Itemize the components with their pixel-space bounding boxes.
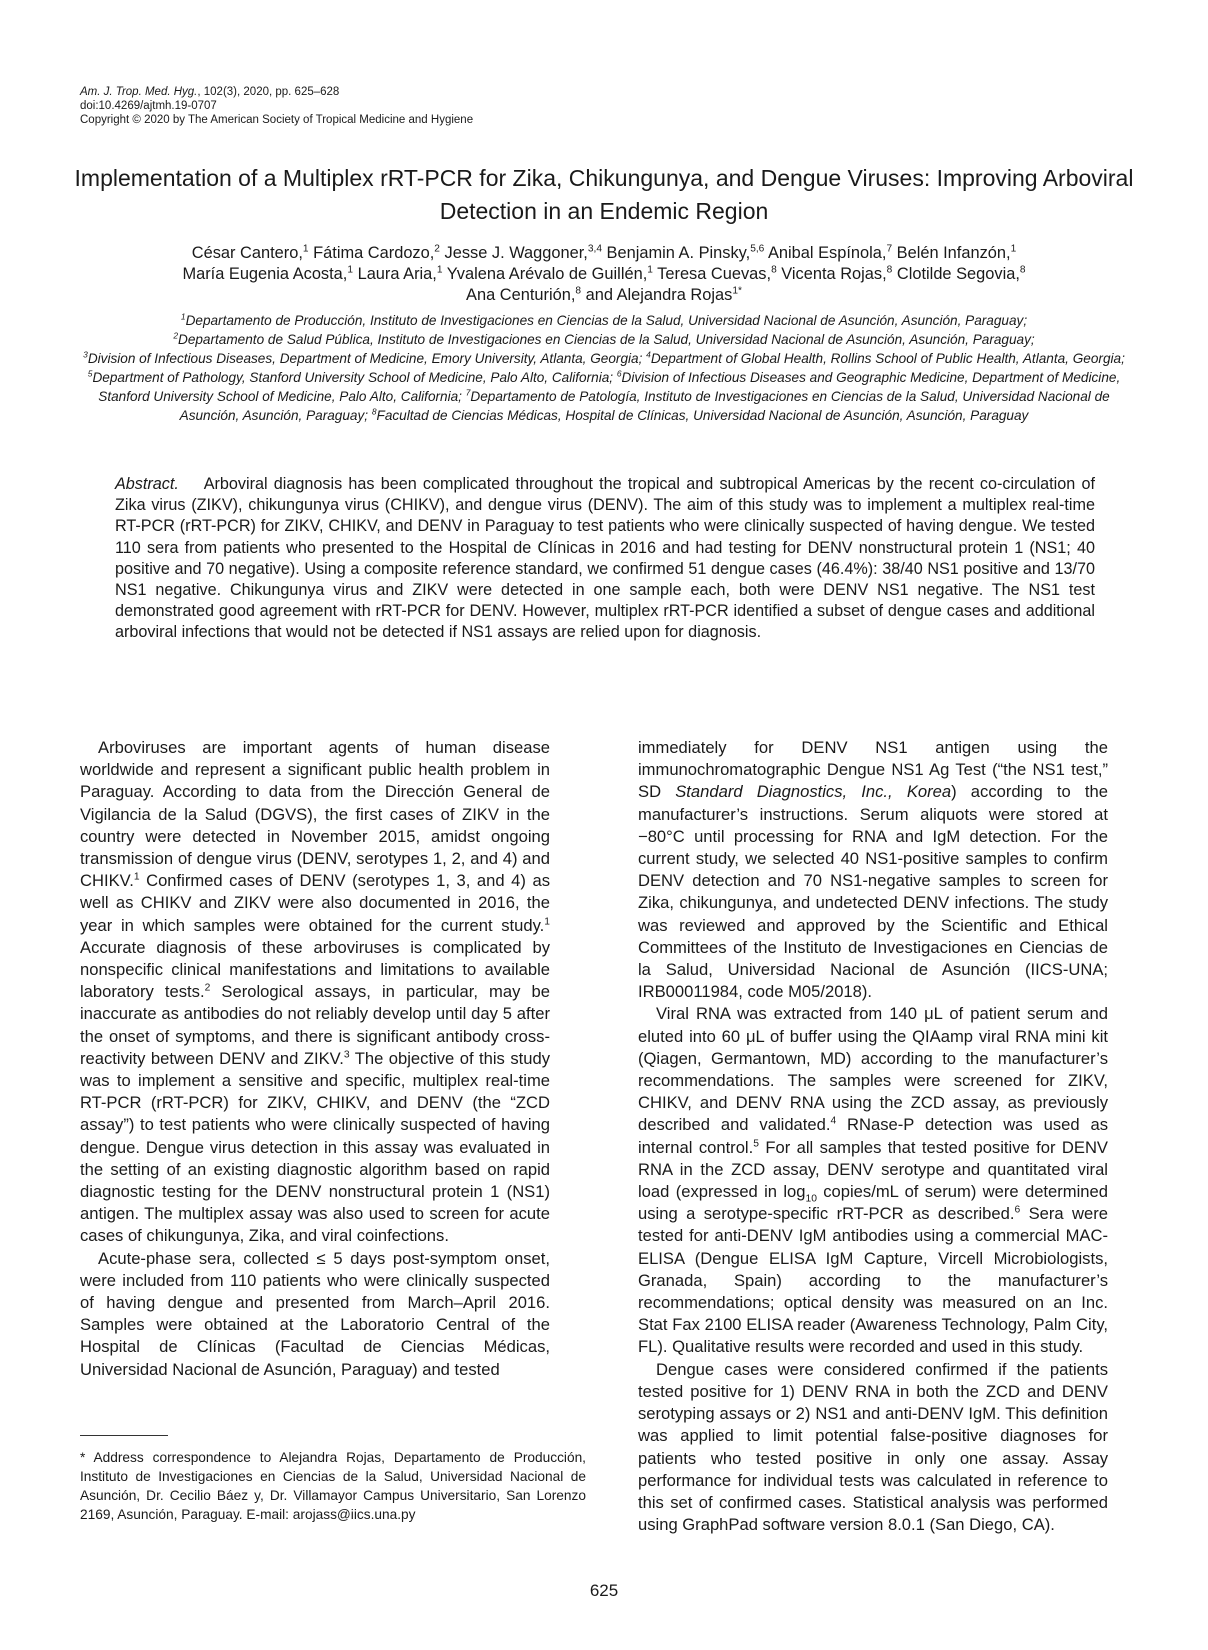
author-name: Benjamin A. Pinsky,	[606, 244, 751, 262]
footnote-divider	[80, 1435, 168, 1436]
author-list	[70, 243, 1138, 306]
affiliation-number: 4	[646, 349, 651, 360]
affiliation-text: Departamento de Salud Pública, Instituto de Investigaciones en Ciencias de la Salud, Universidad Nacional de Asunción, Asunción, Paraguay;	[178, 332, 1035, 347]
affiliation-marker: 3,4	[587, 243, 602, 255]
author-name: María Eugenia Acosta,	[182, 265, 348, 283]
affiliation-text: Facultad de Ciencias Médicas, Hospital de Clínicas, Universidad Nacional de Asunción, Asunción, Paraguay	[376, 408, 1029, 423]
affiliation-marker: 1	[302, 243, 309, 255]
author-name: Laura Aria,	[357, 265, 437, 283]
left-column	[80, 737, 550, 1381]
author-name: Jesse J. Waggoner,	[444, 244, 588, 262]
affiliation-marker: 1	[436, 264, 443, 276]
affiliation-number: 3	[83, 349, 88, 360]
author-name: Yvalena Arévalo de Guillén,	[446, 265, 648, 283]
journal-header	[80, 85, 473, 127]
affiliation-marker: 1	[1010, 243, 1017, 255]
author-name: Belén Infanzón,	[896, 244, 1011, 262]
journal-name: Am. J. Trop. Med. Hyg.	[80, 86, 198, 98]
doi: doi:10.4269/ajtmh.19-0707	[80, 100, 217, 112]
author-name: Anibal Espínola,	[767, 244, 887, 262]
affiliation-text: Department of Pathology, Stanford University School of Medicine, Palo Alto, California;	[92, 370, 614, 385]
affiliations	[70, 311, 1138, 425]
correspondence-footnote: * Address correspondence to Alejandra Rojas, Departamento de Producción, Instituto de Investigaciones en Ciencias de la Salud, Universidad Nacional de Asunción, Dr. Cecilio Báez y, Dr. Villamayor Campus Universitario, San Lorenzo 2169, Asunción, Paraguay. E-mail: arojass@iics.una.py	[80, 1450, 586, 1522]
affiliation-marker: 8	[1019, 264, 1026, 276]
body-paragraph: Acute-phase sera, collected ≤ 5 days post-symptom onset, were included from 110 patients who were clinically suspected of having dengue and presented from March–April 2016. Samples were obtained at the Laboratorio Central of the Hospital de Clínicas (Facultad de Ciencias Médicas, Universidad Nacional de Asunción, Paraguay) and tested	[80, 1248, 550, 1379]
affiliation-number: 2	[173, 330, 178, 341]
affiliation-number: 1	[180, 311, 186, 322]
author-name: Vicenta Rojas,	[781, 265, 887, 283]
author-name: Clotilde Segovia,	[896, 265, 1020, 283]
author-name: Teresa Cuevas,	[657, 265, 772, 283]
affiliation-number: 5	[87, 368, 93, 379]
affiliation-text: Departamento de Patología, Instituto de Investigaciones en Ciencias de la Salud, Universidad Nacional de Asunción, Asunción, Paraguay;	[179, 389, 1110, 423]
affiliation-marker: 1	[647, 264, 653, 276]
affiliation-text: Department of Global Health, Rollins School of Public Health, Atlanta, Georgia;	[650, 351, 1125, 366]
body-paragraph: Arboviruses are important agents of human disease worldwide and represent a significant public health problem in Paraguay. According to data from the Dirección General de Vigilancia de la Salud (DGVS), the first cases of ZIKV in the country were detected in November 2015, amidst ongoing transmission of dengue virus (DENV, serotypes 1, 2, and 4) and CHIKV.$^1$ Confirmed cases of DENV (serotypes 1, 3, and 4) as well as CHIKV and ZIKV were also documented in 2016, the year in which samples were obtained for the current study.$^1$ Accurate diagnosis of these arboviruses is complicated by nonspecific clinical manifestations and limitations to available laboratory tests.$^2$ Serological assays, in particular, may be inaccurate as antibodies do not reliably develop until day 5 after the onset of symptoms, and there is significant antibody cross-reactivity between DENV and ZIKV.$^3$ The objective of this study was to implement a sensitive and specific, multiplex real-time RT-PCR (rRT-PCR) for ZIKV, CHIKV, and DENV (the “ZCD assay”) to test patients who were clinically suspected of having dengue. Dengue virus detection in this assay was evaluated in the setting of an existing diagnostic algorithm based on rapid diagnostic testing for the DENV nonstructural protein 1 (NS1) antigen. The multiplex assay was also used to screen for acute cases of chikungunya, Zika, and viral coinfections.	[80, 738, 550, 1246]
affiliation-marker: 1*	[732, 285, 742, 297]
affiliation-marker: 2	[434, 243, 440, 255]
right-column	[638, 737, 1108, 1536]
paper-title: Implementation of a Multiplex rRT-PCR for Zika, Chikungunya, and Dengue Viruses: Improving Arboviral Detection in an Endemic Region	[74, 165, 1134, 224]
affiliation-marker: 8	[575, 285, 582, 297]
body-paragraph: immediately for DENV NS1 antigen using the immunochromatographic Dengue NS1 Ag Test (“the NS1 test,” SD Standard Diagnostics, Inc., Korea) according to the manufacturer’s instructions. Serum aliquots were stored at −80°C until processing for RNA and IgM detection. For the current study, we selected 40 NS1-positive samples to confirm DENV detection and 70 NS1-negative samples to screen for Zika, chikungunya, and undetected DENV infections. The study was reviewed and approved by the Scientific and Ethical Committees of the Instituto de Investigaciones en Ciencias de la Salud, Universidad Nacional de Asunción (IICS-UNA; IRB00011984, code M05/2018).	[638, 738, 1108, 1002]
abstract	[115, 474, 1095, 644]
affiliation-text: Division of Infectious Diseases and Geographic Medicine, Department of Medicine, Stanford University School of Medicine, Palo Alto, California;	[98, 370, 1121, 404]
author-name: and Alejandra Rojas	[585, 286, 733, 304]
abstract-label: Abstract.	[115, 475, 179, 493]
affiliation-marker: 8	[771, 264, 777, 276]
copyright: Copyright © 2020 by The American Society of Tropical Medicine and Hygiene	[80, 114, 474, 126]
affiliation-text: Division of Infectious Diseases, Department of Medicine, Emory University, Atlanta, Georgia;	[87, 351, 643, 366]
affiliation-number: 8	[371, 406, 377, 417]
affiliation-marker: 1	[347, 264, 354, 276]
author-name: Ana Centurión,	[466, 286, 576, 304]
affiliation-marker: 7	[886, 243, 893, 255]
body-paragraph: Dengue cases were considered confirmed if the patients tested positive for 1) DENV RNA in both the ZCD and DENV serotyping assays or 2) NS1 and anti-DENV IgM. This definition was applied to limit potential false-positive diagnoses for patients who tested positive in only one assay. Assay performance for individual tests was calculated in reference to this set of confirmed cases. Statistical analysis was performed using GraphPad software version 8.0.1 (San Diego, CA).	[638, 1359, 1108, 1535]
page-number: 625	[589, 1581, 619, 1600]
affiliation-number: 7	[465, 387, 471, 398]
affiliation-marker: 5,6	[750, 243, 765, 255]
affiliation-marker: 8	[886, 264, 893, 276]
author-name: César Cantero,	[191, 244, 303, 262]
abstract-text: Arboviral diagnosis has been complicated throughout the tropical and subtropical Americas by the recent co-circulation of Zika virus (ZIKV), chikungunya virus (CHIKV), and dengue virus (DENV). The aim of this study was to implement a multiplex real-time RT-PCR (rRT-PCR) for ZIKV, CHIKV, and DENV in Paraguay to test patients who were clinically suspected of having dengue. We tested 110 sera from patients who presented to the Hospital de Clínicas in 2016 and had testing for DENV nonstructural protein 1 (NS1; 40 positive and 70 negative). Using a composite reference standard, we confirmed 51 dengue cases (46.4%): 38/40 NS1 positive and 13/70 NS1 negative. Chikungunya virus and ZIKV were detected in one sample each, both were DENV NS1 negative. The NS1 test demonstrated good agreement with rRT-PCR for DENV. However, multiplex rRT-PCR identified a subset of dengue cases and additional arboviral infections that would not be detected if NS1 assays are relied upon for diagnosis.	[115, 475, 1095, 642]
body-paragraph: Viral RNA was extracted from 140 μL of patient serum and eluted into 60 μL of buffer using the QIAamp viral RNA mini kit (Qiagen, Germantown, MD) according to the manufacturer’s recommendations. The samples were screened for ZIKV, CHIKV, and DENV RNA using the ZCD assay, as previously described and validated.$^4$ RNase-P detection was used as internal control.$^5$ For all samples that tested positive for DENV RNA in the ZCD assay, DENV serotype and quantitated viral load (expressed in $\log_{10}$ copies/mL of serum) were determined using a serotype-specific rRT-PCR as described.$^6$ Sera were tested for anti-DENV IgM antibodies using a commercial MAC-ELISA (Dengue ELISA IgM Capture, Vircell Microbiologists, Granada, Spain) according to the manufacturer’s recommendations; optical density was measured on an Inc. Stat Fax 2100 ELISA reader (Awareness Technology, Palm City, FL). Qualitative results were recorded and used in this study.	[638, 1004, 1108, 1357]
affiliation-text: Departamento de Producción, Instituto de Investigaciones en Ciencias de la Salud, Universidad Nacional de Asunción, Asunción, Paraguay;	[185, 313, 1028, 328]
journal-citation: , 102(3), 2020, pp. 625–628	[197, 86, 340, 98]
author-name: Fátima Cardozo,	[313, 244, 435, 262]
affiliation-number: 6	[616, 368, 622, 379]
